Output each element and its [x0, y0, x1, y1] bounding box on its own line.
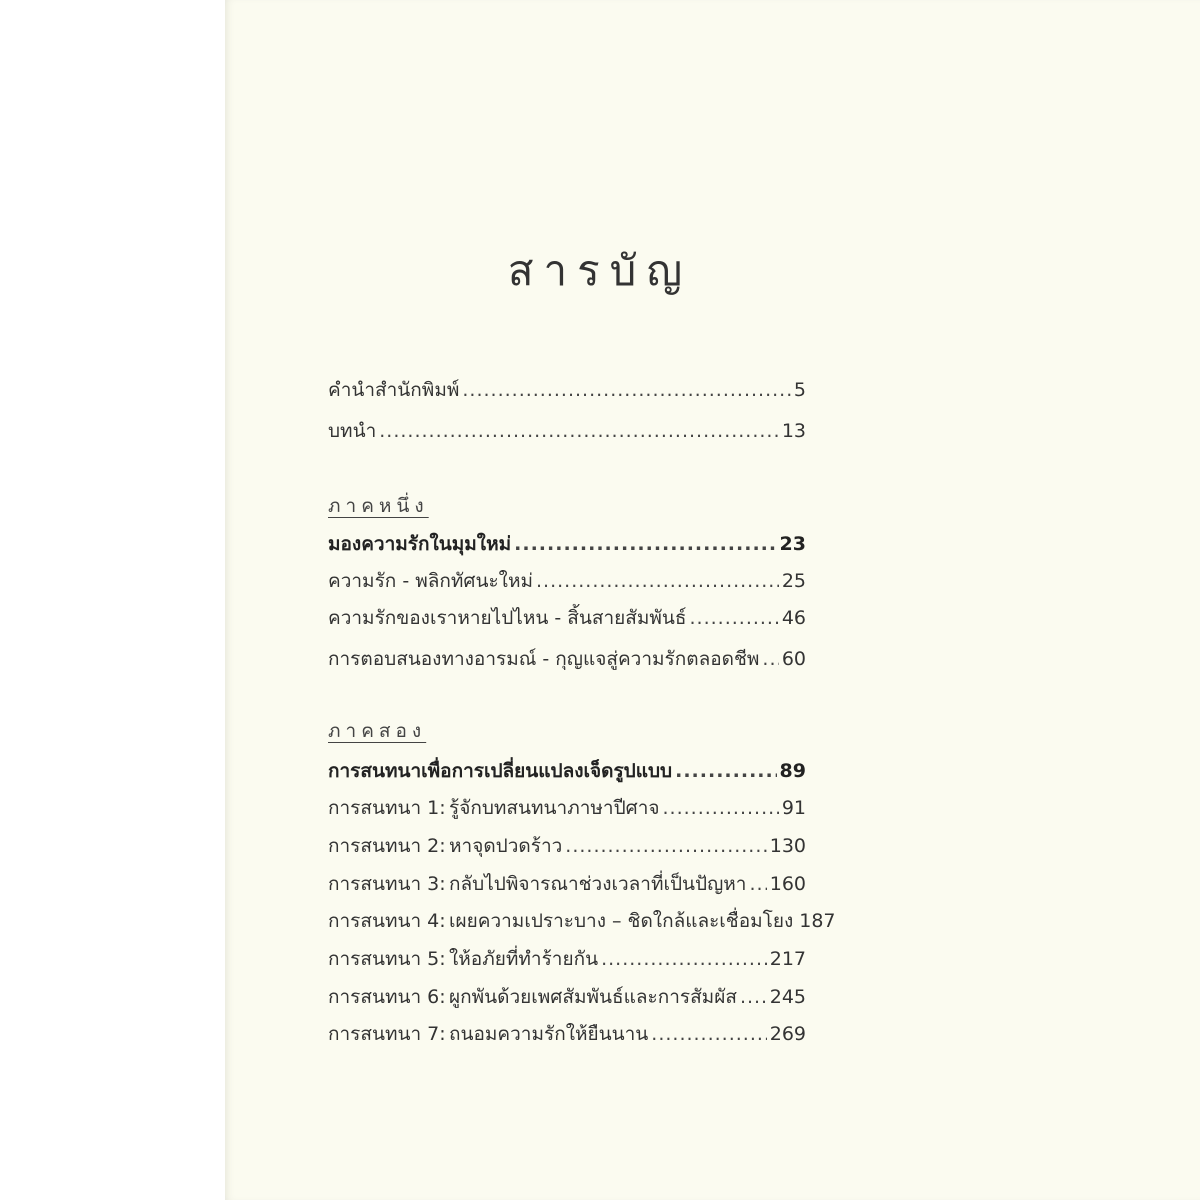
toc-entry-page: 5: [793, 379, 806, 401]
toc-conversation-entry: [328, 833, 806, 859]
toc-entry-prefix: การสนทนา 2:: [328, 835, 446, 857]
toc-entry-prefix: การสนทนา 4:: [328, 910, 446, 932]
toc-leader-dots: [651, 1021, 766, 1047]
toc-entry-label: มองความรักในมุมใหม่: [328, 533, 512, 555]
toc-conversation-entry: [328, 795, 806, 821]
toc-conversation-entry: [328, 908, 836, 934]
toc-leader-dots: [762, 646, 778, 672]
toc-part-two-main: [328, 758, 806, 784]
toc-leader-dots: [740, 984, 767, 1010]
toc-entry-prefix: การสนทนา 5:: [328, 948, 446, 970]
toc-entry-page: 89: [779, 760, 806, 782]
toc-conversation-entry: [328, 871, 806, 897]
toc-part-one-main: [328, 531, 806, 557]
toc-entry-page: 13: [781, 420, 806, 442]
toc-leader-dots: [514, 531, 776, 557]
toc-entry-prefix: การสนทนา 7:: [328, 1023, 446, 1045]
toc-entry-label: หาจุดปวดร้าว: [449, 835, 563, 857]
toc-entry-label: ให้อภัยที่ทำร้ายกัน: [449, 948, 599, 970]
toc-conversation-entry: [328, 1021, 806, 1047]
toc-entry-label: รู้จักบทสนทนาภาษาปีศาจ: [449, 797, 660, 819]
toc-entry-label: ความรัก - พลิกทัศนะใหม่: [328, 570, 533, 592]
toc-entry-page: 269: [769, 1023, 806, 1045]
toc-leader-dots: [601, 946, 767, 972]
toc-leader-dots: [675, 758, 776, 784]
toc-leader-dots: [663, 795, 779, 821]
toc-entry-page: 217: [769, 948, 806, 970]
toc-entry-label: การสนทนาเพื่อการเปลี่ยนแปลงเจ็ดรูปแบบ: [328, 760, 673, 782]
toc-entry-page: 245: [769, 986, 806, 1008]
toc-entry-label: เผยความเปราะบาง – ชิดใกล้และเชื่อมโยง: [449, 910, 794, 932]
toc-entry-label: ผูกพันด้วยเพศสัมพันธ์และการสัมผัส: [449, 986, 737, 1008]
part-two-heading: ภาคสอง: [328, 720, 427, 742]
toc-entry-prefix: การสนทนา 6:: [328, 986, 446, 1008]
toc-entry-page: 91: [781, 797, 806, 819]
toc-entry: [328, 646, 806, 672]
toc-entry-prefix: การสนทนา 3:: [328, 873, 446, 895]
toc-entry-page: 23: [779, 533, 806, 555]
toc-entry-publisher-note: [328, 377, 806, 403]
toc-entry: [328, 568, 806, 594]
toc-leader-dots: [536, 568, 779, 594]
toc-leader-dots: [462, 377, 791, 403]
toc-conversation-entry: [328, 946, 806, 972]
toc-entry-prefix: การสนทนา 1:: [328, 797, 446, 819]
toc-entry-label: การตอบสนองทางอารมณ์ - กุญแจสู่ความรักตลอดชีพ: [328, 648, 760, 670]
toc-entry: [328, 605, 806, 631]
toc-entry-page: 130: [769, 835, 806, 857]
toc-entry-page: 60: [781, 648, 806, 670]
toc-entry-page: 160: [769, 873, 806, 895]
toc-entry-page: 25: [781, 570, 806, 592]
toc-leader-dots: [690, 605, 779, 631]
book-page: [225, 0, 1200, 1200]
toc-conversation-entry: [328, 984, 806, 1010]
toc-entry-label: กลับไปพิจารณาช่วงเวลาที่เป็นปัญหา: [449, 873, 747, 895]
toc-leader-dots: [379, 418, 779, 444]
toc-entry-page: 46: [781, 607, 806, 629]
toc-entry-label: บทนำ: [328, 420, 377, 442]
toc-entry-page: 187: [799, 910, 836, 932]
toc-leader-dots: [565, 833, 766, 859]
toc-entry-label: ความรักของเราหายไปไหน - สิ้นสายสัมพันธ์: [328, 607, 687, 629]
page-title: สารบัญ: [507, 246, 693, 295]
toc-entry-label: คำนำสำนักพิมพ์: [328, 379, 460, 401]
toc-leader-dots: [749, 871, 766, 897]
toc-entry-label: ถนอมความรักให้ยืนนาน: [449, 1023, 649, 1045]
part-one-heading: ภาคหนึ่ง: [328, 495, 429, 517]
toc-entry-introduction: [328, 418, 806, 444]
